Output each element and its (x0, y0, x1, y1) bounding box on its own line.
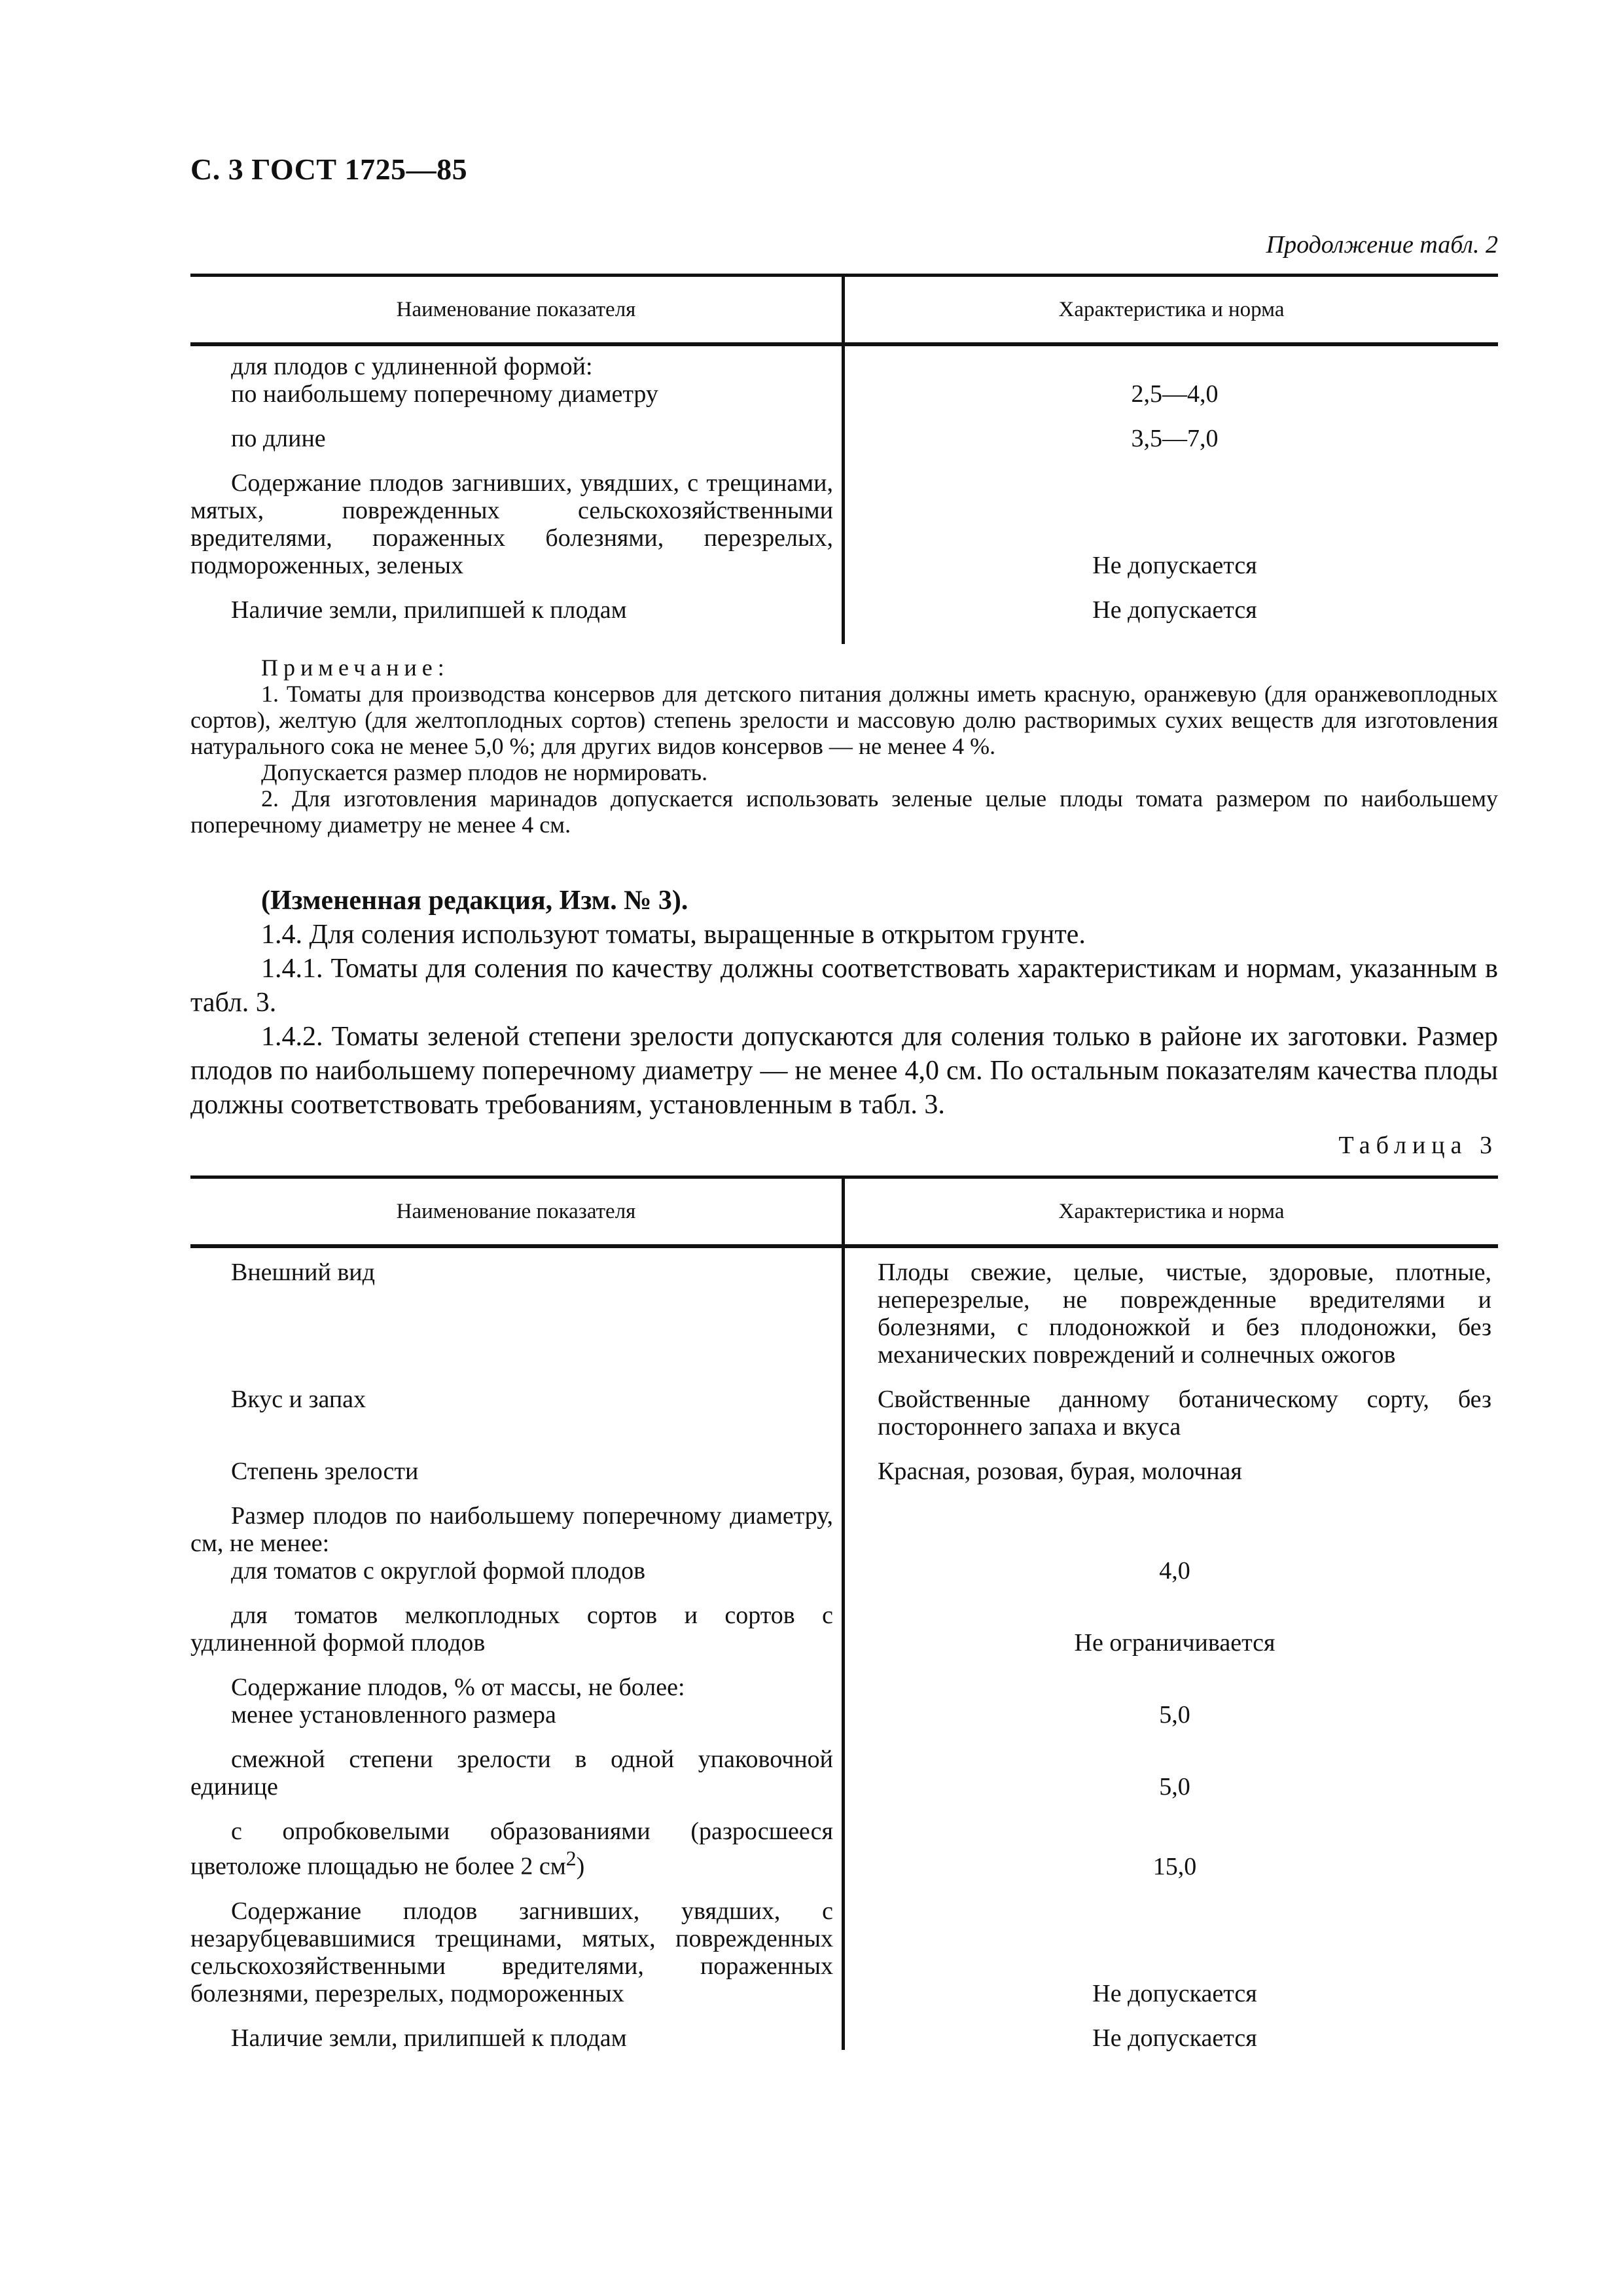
column-header-indicator: Наименование показателя (190, 277, 845, 342)
table-header (190, 277, 1498, 346)
paragraph-1-4: 1.4. Для соления используют томаты, выращенные в открытом грунте. (261, 920, 1086, 950)
paragraph-1-4-2: 1.4.2. Томаты зеленой степени зрелости допускаются для соления только в районе их заготовки. Размер плодов по наибольшему поперечному диаметру — не менее 4,0 см. По остальным показателям качества плоды должны соответствовать требованиям, установленным в табл. 3. (190, 1022, 1498, 1120)
table3-label: Таблица 3 (1338, 1132, 1498, 1159)
column-header-norm: Характеристика и норма (1058, 297, 1285, 321)
table-3 (190, 1175, 1498, 2052)
amendment-note: (Измененная редакция, Изм. № 3). (261, 886, 688, 916)
table-row: Наличие земли, прилипшей к плодам Не допускается (231, 596, 1257, 624)
table-row: для томатов мелкоплодных сортов и сортов с удлиненной формой плодов Не ограничивается (190, 1602, 1275, 1657)
notes-title: Примечание: (261, 655, 450, 681)
table-row: для томатов с округлой формой плодов 4,0 (231, 1557, 1190, 1585)
column-header-indicator: Наименование показателя (190, 1179, 845, 1244)
note-item: 2. Для изготовления маринадов допускается использовать зеленые целые плоды томата размером по наибольшему поперечному диаметру не менее 4 см. (190, 785, 1498, 838)
table2-continuation-label: Продолжение табл. 2 (1266, 231, 1498, 259)
table-row: для плодов с удлиненной формой: (231, 353, 593, 380)
table-row: Размер плодов по наибольшему поперечному диаметру, см, не менее: (190, 1502, 833, 1557)
table-row: Наличие земли, прилипшей к плодам Не допускается (231, 2024, 1257, 2052)
table-row: смежной степени зрелости в одной упаковочной единице 5,0 (190, 1746, 1190, 1801)
paragraph-1-4-1: 1.4.1. Томаты для соления по качеству должны соответствовать характеристикам и нормам, указанным в табл. 3. (190, 954, 1498, 1018)
table-row: Вкус и запах Свойственные данному ботаническому сорту, без постороннего запаха и вкуса (231, 1386, 1491, 1441)
table-header (190, 1179, 1498, 1248)
table-2 (190, 274, 1498, 624)
table-row: по длине 3,5—7,0 (231, 425, 1219, 452)
note-item: Допускается размер плодов не нормировать. (261, 759, 708, 785)
table-row: по наибольшему поперечному диаметру 2,5—4,0 (231, 380, 1219, 408)
table-row: менее установленного размера 5,0 (231, 1701, 1190, 1729)
table2-notes (190, 655, 1498, 838)
table-row: Степень зрелости Красная, розовая, бурая, молочная (231, 1458, 1242, 1485)
note-item: 1. Томаты для производства консервов для детского питания должны иметь красную, оранжевую (для оранжевоплодных сортов), желтую (для желтоплодных сортов) степень зрелости и массовую долю растворимых сухих веществ для изготовления натурального сока не менее 5,0 %; для других видов консервов — не менее 4 %. (190, 681, 1498, 759)
table-row: Содержание плодов загнивших, увядших, с незарубцевавшимися трещинами, мятых, поврежденных сельскохозяйственными вредителями, пораженных болезнями, перезрелых, подмороженных Не допускается (190, 1897, 1257, 2007)
body-text (190, 884, 1498, 1122)
table-row: Содержание плодов загнивших, увядших, с трещинами, мятых, поврежденных сельскохозяйственными вредителями, пораженных болезнями, перезрелых, подмороженных, зеленых Не допускается (190, 469, 1257, 579)
table-row: с опробковелыми образованиями (разросшееся цветоложе площадью не более 2 $см^2$) 15,0 (190, 1818, 1197, 1880)
table-row: Содержание плодов, % от массы, не более: (231, 1674, 685, 1701)
page-header: С. 3 ГОСТ 1725—85 (190, 152, 468, 186)
column-header-norm: Характеристика и норма (1058, 1199, 1285, 1223)
table-row: Внешний вид Плоды свежие, целые, чистые, здоровые, плотные, неперезрелые, не поврежденные вредителями и болезнями, с плодоножкой и без плодоножки, без механических повреждений и солнечных ожогов (231, 1259, 1491, 1369)
